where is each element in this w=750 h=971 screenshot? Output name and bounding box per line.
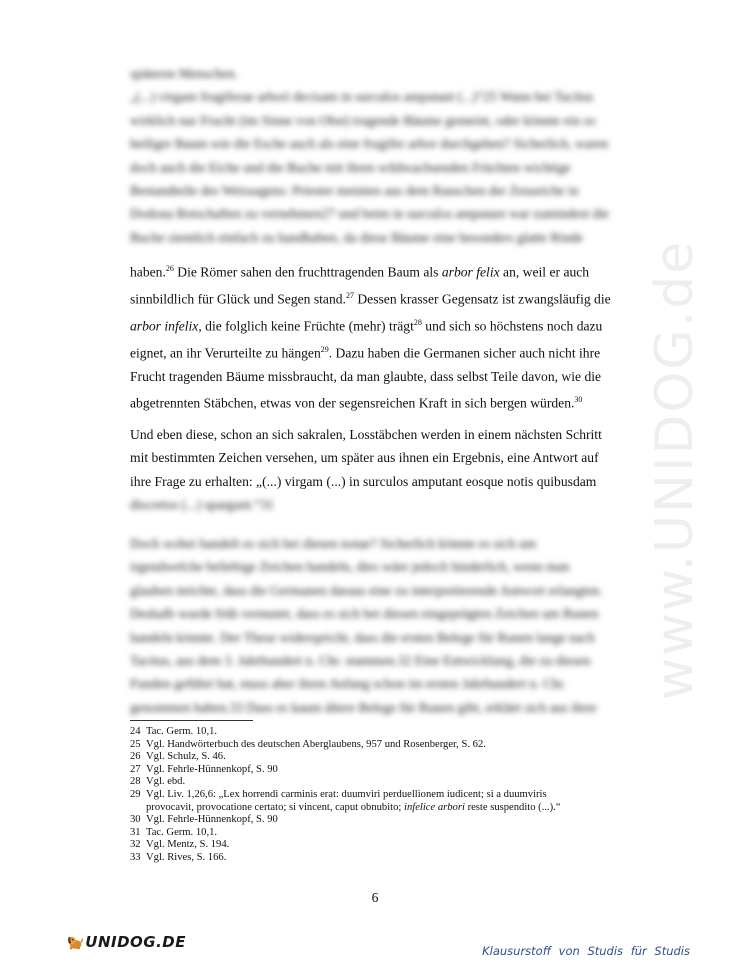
footnote-text: Vgl. Fehrle-Hünnenkopf, S. 90: [146, 814, 278, 826]
text-line: [130, 257, 622, 284]
footnote-text: Vgl. Rives, S. 166.: [146, 851, 227, 863]
footnote-number: 26: [130, 751, 141, 763]
footnote-number: [130, 802, 146, 815]
footnote-ref-27[interactable]: 27: [345, 290, 354, 300]
text-line: Tacitus, aus dem 3. Jahrhundert n. Chr. stammen.32 Eine Entwicklung, die zu diesen: [130, 653, 591, 669]
footnote-separator: [130, 720, 253, 721]
footnote-text: [146, 802, 630, 815]
logo-text: UNIDOG.DE: [85, 933, 186, 951]
body-paragraph-losstaebchen: [130, 423, 622, 517]
footnote-number: 27: [130, 763, 141, 775]
text-line: discretos (...) spargunt.“31: [130, 497, 274, 513]
footnote-continuation: [130, 802, 630, 815]
footnotes: [130, 726, 630, 865]
text-line: [130, 338, 622, 365]
text-line: [130, 311, 622, 338]
text-line: Deshalb wurde früh vermutet, dass es sich bei diesen eingeprägten Zeichen um Runen: [130, 606, 599, 622]
text-line: mit bestimmten Zeichen versehen, um später aus ihnen ein Ergebnis, eine Antwort auf: [130, 450, 599, 466]
text-line: handeln könnte. Der These widerspricht, dass die ersten Belege für Runen lange nach: [130, 629, 595, 645]
text-span: provocavit, provocatione certato; si vincent, caput obnubito;: [146, 801, 405, 813]
footnote: [130, 827, 630, 840]
footnote-number: 28: [130, 776, 141, 788]
italic-term: infelice arbori: [404, 801, 465, 813]
text-span: . Dazu haben die Germanen sicher auch nicht ihre: [328, 345, 601, 361]
footnote-ref-30[interactable]: 30: [574, 395, 583, 405]
text-line: ihre Frage zu erhalten: „(...) virgam (...) in surculos amputant eosque notis quibusdam: [130, 473, 597, 489]
text-line: genommen haben.33 Dass es kaum ältere Belege für Runen gibt, erklärt sich aus ihrer: [130, 699, 597, 715]
footnote: [130, 852, 630, 865]
footnote-number: 25: [130, 738, 141, 750]
text-line: glauben möchte, dass die Germanen daraus eine zu interpretierende Antwort erlangten.: [130, 582, 603, 598]
text-span: Dessen krasser Gegensatz ist zwangsläufig die: [353, 291, 611, 307]
text-line: irgendwelche beliebige Zeichen handeln, dies wäre jedoch hinderlich, wenn man: [130, 559, 570, 575]
unidog-logo[interactable]: [66, 925, 186, 959]
footnote: [130, 839, 630, 852]
footnote-ref-26[interactable]: 26: [165, 264, 174, 273]
text-line: doch auch die Eiche und die Buche mit ihren wildwachsenden Früchten wichtige: [130, 159, 571, 175]
text-line: späteren Menschen.: [130, 66, 238, 81]
text-span: Die Römer sahen den fruchttragenden Baum als: [173, 264, 442, 280]
footnote-text: Tac. Germ. 10,1.: [146, 726, 218, 737]
text-span: eignet, an ihr Verurteilte zu hängen: [130, 345, 321, 361]
footnote: [130, 776, 630, 789]
page-number: 6: [371, 890, 379, 905]
text-span: abgetrennten Stäbchen, etwas von der segensreichen Kraft in sich bergen würden.: [130, 395, 575, 411]
text-span: an, weil er auch: [499, 264, 590, 280]
italic-term: arbor infelix: [130, 318, 199, 334]
text-span: , die folglich keine Früchte (mehr) trägt: [198, 318, 414, 334]
text-line: Funden geführt hat, muss aber ihren Anfang schon im ersten Jahrhundert n. Chr.: [130, 676, 567, 692]
footnote-number: 29: [130, 788, 141, 800]
footnote-number: 30: [130, 814, 141, 826]
text-span: haben.: [130, 264, 166, 280]
dog-mascot-icon: [66, 925, 83, 959]
footnote-text: Vgl. Liv. 1,26,6: „Lex horrendi carminis erat: duumviri perduellionem iudicent; si a duumviris: [146, 788, 547, 800]
italic-term: arbor felix: [441, 264, 500, 280]
footnote-text: Vgl. ebd.: [146, 776, 186, 788]
footnote-text: Vgl. Handwörterbuch des deutschen Aberglaubens, 957 und Rosenberger, S. 62.: [146, 738, 486, 750]
footnote: [130, 739, 630, 752]
text-line: heiliger Baum wie die Esche auch als eine frugifer arbor durchgehen? Sicherlich, waren: [130, 136, 609, 152]
text-line: Bestandteile des Weissagens: Priester meinten aus dem Rauschen der Zeuseiche in: [130, 183, 579, 199]
footnote-number: 31: [130, 826, 141, 838]
footnote-text: Tac. Germ. 10,1.: [146, 826, 218, 838]
footnote: [130, 789, 630, 802]
footnote-number: 33: [130, 851, 141, 863]
text-line: Buche ziemlich einfach zu handhaben, da diese Bäume eine besonders glatte Rinde: [130, 229, 583, 245]
footnote-text: Vgl. Schulz, S. 46.: [146, 751, 226, 763]
blurred-bottom-paragraph: [130, 532, 622, 719]
footnote: [130, 764, 630, 777]
text-span: reste suspendito (...).“: [464, 801, 561, 813]
footer-tagline: Klausurstoff von Studis für Studis: [482, 944, 690, 958]
blurred-top-paragraph: [130, 62, 622, 249]
text-line: „(...) virgam frugiferae arbori decisam in surculos amputant (...)“25 Wann bei Tacitus: [130, 89, 594, 105]
text-span: und sich so höchstens noch dazu: [421, 318, 603, 334]
text-line: [130, 284, 622, 311]
footnote: [130, 814, 630, 827]
text-line: Doch wobei handelt es sich bei diesen notae? Sicherlich könnte es sich um: [130, 536, 537, 551]
text-line: Dodona Botschaften zu vernehmen27 und beim in surculos amputare war zumindest die: [130, 206, 610, 222]
footnote: [130, 726, 630, 739]
watermark: [640, 239, 710, 701]
text-line: Und eben diese, schon an sich sakralen, Losstäbchen werden in einem nächsten Schritt: [130, 427, 602, 442]
text-span: sinnbildlich für Glück und Segen stand.: [130, 291, 346, 307]
footnote-number: 24: [130, 726, 141, 737]
footnote-number: 32: [130, 839, 141, 851]
footnote-ref-29[interactable]: 29: [320, 344, 329, 354]
footnote-ref-28[interactable]: 28: [413, 317, 422, 327]
footnote-text: Vgl. Mentz, S. 194.: [146, 839, 230, 851]
text-line: [130, 388, 622, 415]
text-line: Frucht tragenden Bäume missbraucht, da man glaubte, dass selbst Teile davon, wie die: [130, 368, 602, 384]
body-paragraph-arbor: [130, 257, 622, 415]
footnote-text: Vgl. Fehrle-Hünnenkopf, S. 90: [146, 763, 278, 775]
watermark-text: www.UNIDOG.de: [645, 239, 705, 701]
footnote: [130, 751, 630, 764]
text-line: wirklich nur Frucht (im Sinne von Obst) tragende Bäume gemeint, oder könnte ein so: [130, 112, 596, 128]
